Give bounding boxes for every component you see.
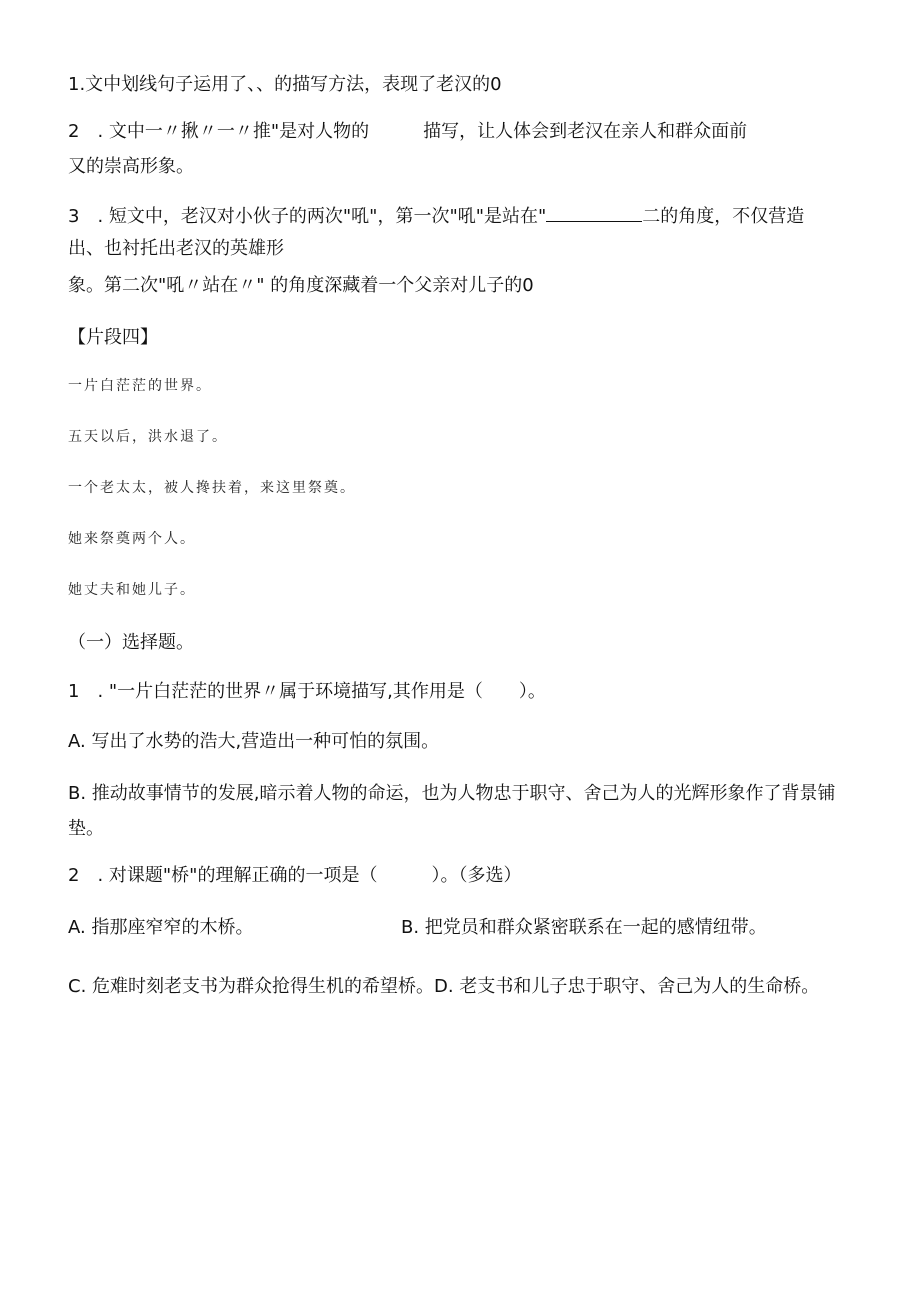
choice-option-a: A. 指那座窄窄的木桥。	[68, 917, 254, 938]
choice-option-a: A. 写出了水势的浩大,营造出一种可怕的氛围。	[68, 731, 440, 752]
choice-section-heading: （一）选择题。	[68, 632, 194, 653]
passage-line: 她来祭奠两个人。	[68, 531, 196, 547]
choice-question-1: 1 . "一片白茫茫的世界〃属于环境描写,其作用是（ ）。	[68, 681, 546, 702]
question-3-line-3: 象。第二次"吼〃站在〃" 的角度深藏着一个父亲对儿子的0	[68, 275, 534, 296]
question-3-text-b: 二的角度，不仅营造	[642, 206, 805, 227]
choice-option-b: B. 推动故事情节的发展,暗示着人物的命运，也为人物忠于职守、舍己为人的光辉形象作了背景铺	[68, 783, 836, 804]
passage-line: 一个老太太，被人搀扶着，来这里祭奠。	[68, 480, 356, 496]
question-3-line-2: 出、也衬托出老汉的英雄形	[68, 238, 284, 259]
section-title: 【片段四】	[68, 327, 158, 348]
question-2-line-2: 又的崇高形象。	[68, 156, 194, 177]
passage-line: 一片白茫茫的世界。	[68, 378, 212, 394]
question-3-text-a: 3 . 短文中，老汉对小伙子的两次"吼"，第一次"吼"是站在"	[68, 206, 547, 227]
passage-line: 五天以后，洪水退了。	[68, 429, 228, 445]
choice-question-2: 2 . 对课题"桥"的理解正确的一项是（ ）。（多选）	[68, 865, 522, 886]
answer-blank	[546, 203, 642, 222]
question-3-line-1	[68, 203, 804, 229]
choice-option-b-continued: 垫。	[68, 818, 104, 839]
question-1: 1.文中划线句子运用了、、的描写方法，表现了老汉的0	[68, 74, 502, 95]
choice-option-b: B. 把党员和群众紧密联系在一起的感情纽带。	[401, 917, 767, 938]
choice-options-c-d: C. 危难时刻老支书为群众抢得生机的希望桥。D. 老支书和儿子忠于职守、舍己为人的生命桥。	[68, 976, 820, 997]
passage-line: 她丈夫和她儿子。	[68, 582, 196, 598]
question-2-line-1: 2 . 文中一〃揪〃一〃推"是对人物的 描写，让人体会到老汉在亲人和群众面前	[68, 121, 748, 142]
